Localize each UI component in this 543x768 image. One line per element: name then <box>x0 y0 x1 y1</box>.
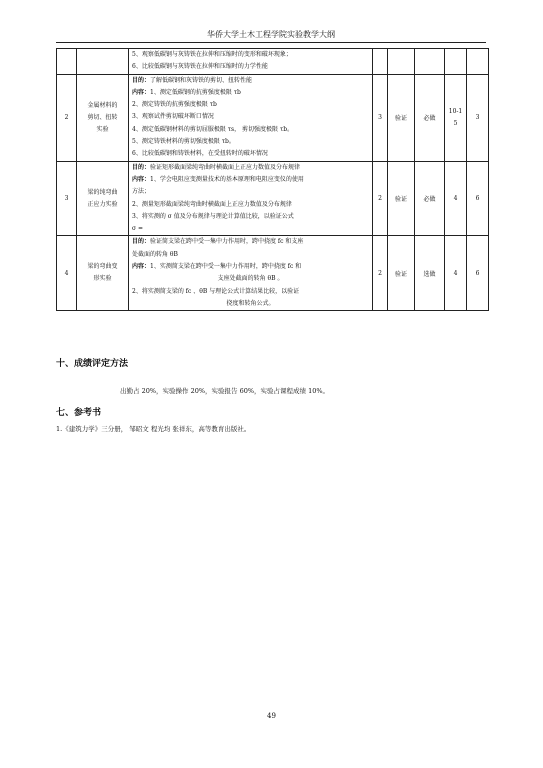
content-text: 2、将实测简支梁的 fc 、θB 与理论公式计算结果比较，以验证 <box>132 287 300 295</box>
requirement-cell <box>415 49 445 75</box>
content-text: 处截面的转角 θB <box>132 250 178 258</box>
type-cell: 验证 <box>388 161 415 236</box>
type-cell: 验证 <box>388 74 415 161</box>
section-title-grading: 十、成绩评定方法 <box>56 359 129 369</box>
hours-cell <box>373 49 388 75</box>
content-text: 5、测定铸铁材料的剪切强度极限 τb。 <box>132 138 235 146</box>
name-line: 剪切、扭转 <box>87 113 118 121</box>
content-label: 目的： <box>132 163 151 171</box>
table-row <box>57 49 489 75</box>
content-text: σ = <box>132 225 144 233</box>
content-text: 1、实测简支梁在跨中受一集中力作用时，跨中挠度 fc 和 <box>150 263 302 271</box>
content-line <box>132 148 369 160</box>
content-line <box>132 174 369 186</box>
content-cell <box>129 74 373 161</box>
count-cell: 6 <box>467 236 489 311</box>
grading-text: 出勤占 20%，实验操作 20%，实验报告 60%，实验占课程成绩 10%。 <box>120 387 330 395</box>
count-cell: 3 <box>467 74 489 161</box>
content-text: 3、将实测的 σ 值及分布规律与理论计算值比较，以验证公式 <box>132 212 294 220</box>
table-row <box>57 161 489 236</box>
content-text: 1、学会电阻应变测量技术的基本原理和电阻应变仪的使用 <box>150 175 304 183</box>
group-cell: 4 <box>445 236 467 311</box>
name-cell <box>77 49 129 75</box>
content-text: 验证简支梁在跨中受一集中力作用时，跨中挠度 fc 和支座 <box>150 238 304 246</box>
content-line <box>132 136 369 148</box>
content-line: 6、比较低碳钢与灰铸铁在拉伸和压缩时的力学性能 <box>132 63 268 71</box>
name-line: 金属材料的 <box>87 101 118 109</box>
content-text: 验证矩形截面梁纯弯曲时横截面上正应力数值及分布规律 <box>150 163 301 171</box>
group-line: 5 <box>453 119 458 127</box>
table-row <box>57 74 489 161</box>
hours-cell: 2 <box>373 161 388 236</box>
page-header: 华侨大学土木工程学院实验教学大纲 <box>207 30 335 39</box>
group-cell <box>445 49 467 75</box>
requirement-cell: 必做 <box>415 161 445 236</box>
name-line: 梁的纯弯曲 <box>87 188 118 196</box>
content-line <box>132 298 369 310</box>
content-line <box>132 75 369 87</box>
content-text: 2、测量矩形截面梁纯弯曲时横截面上正应力数值及分布规律 <box>132 200 292 208</box>
count-cell: 6 <box>467 161 489 236</box>
content-line <box>132 236 369 248</box>
content-line <box>132 87 369 99</box>
name-line: 梁的弯曲变 <box>87 263 118 271</box>
content-label: 目的： <box>132 238 151 246</box>
content-line <box>132 99 369 111</box>
name-line: 实验 <box>96 125 109 133</box>
content-label: 内容： <box>132 88 151 96</box>
content-text: 挠度和转角公式。 <box>226 299 275 307</box>
content-line <box>132 124 369 136</box>
name-line: 正应力实验 <box>87 200 118 208</box>
hours-cell: 2 <box>373 236 388 311</box>
content-label: 内容： <box>132 263 151 271</box>
content-line <box>132 211 369 223</box>
page-number: 49 <box>267 712 276 720</box>
group-cell: 4 <box>445 161 467 236</box>
no-cell: 3 <box>57 161 77 236</box>
content-text: 方法； <box>132 188 151 196</box>
content-line: 5、观察低碳钢与灰铸铁在拉伸和压缩时的变形和破坏现象； <box>132 51 292 58</box>
no-cell: 2 <box>57 74 77 161</box>
header-divider <box>56 42 486 43</box>
type-cell <box>388 49 415 75</box>
reference-item: 1.《建筑力学》三分册， 邹昭文 程光均 张祥东，高等教育出版社。 <box>56 425 251 433</box>
content-line <box>132 111 369 123</box>
table-row <box>57 236 489 311</box>
section-title-references: 七、参考书 <box>56 408 102 418</box>
name-cell <box>77 74 129 161</box>
content-text: 2、测定铸铁的抗剪强度极限 τb <box>132 101 217 109</box>
count-cell <box>467 49 489 75</box>
content-line <box>132 186 369 198</box>
content-line <box>132 199 369 211</box>
group-cell <box>445 74 467 161</box>
content-label: 内容： <box>132 175 151 183</box>
hours-cell: 3 <box>373 74 388 161</box>
content-line <box>132 223 369 235</box>
content-text: 了解低碳钢和灰铸铁的剪切、扭转性能 <box>150 76 253 84</box>
no-cell <box>57 49 77 75</box>
name-cell <box>77 161 129 236</box>
content-line <box>132 286 369 298</box>
name-line: 形实验 <box>93 275 112 283</box>
experiment-table <box>56 48 489 311</box>
content-line <box>132 273 369 285</box>
content-cell <box>129 49 373 75</box>
requirement-cell: 必做 <box>415 74 445 161</box>
group-line: 10-1 <box>448 107 463 115</box>
content-text: 支座处截面的转角 θB 。 <box>217 275 284 283</box>
type-cell: 验证 <box>388 236 415 311</box>
content-text: 1、测定低碳钢的抗剪强度极限 τb <box>150 88 241 96</box>
no-cell: 4 <box>57 236 77 311</box>
content-label: 目的： <box>132 76 151 84</box>
content-line <box>132 249 369 261</box>
name-cell <box>77 236 129 311</box>
content-text: 4、测定低碳钢材料的剪切屈服极限 τs， 剪切强度极限 τb。 <box>132 125 294 133</box>
requirement-cell: 选做 <box>415 236 445 311</box>
content-cell <box>129 236 373 311</box>
content-line <box>132 261 369 273</box>
content-line <box>132 162 369 174</box>
content-text: 3、观察试件剪切破坏断口情况 <box>132 113 214 121</box>
content-text: 6、比较低碳钢和铸铁材料，在受扭转时的破坏情况 <box>132 150 268 158</box>
content-cell <box>129 161 373 236</box>
